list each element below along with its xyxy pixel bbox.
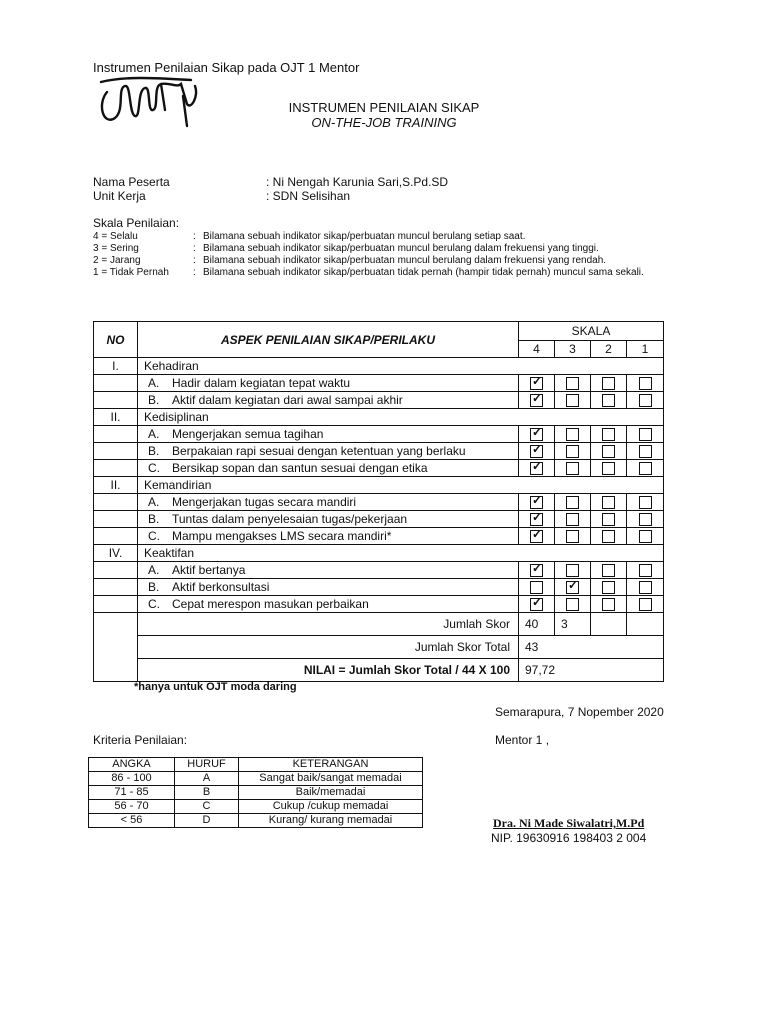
checkbox-cell xyxy=(627,460,664,477)
checkbox-cell xyxy=(555,375,591,392)
checkbox[interactable] xyxy=(530,425,543,441)
work-unit-value: : SDN Selisihan xyxy=(266,189,351,203)
item-row xyxy=(94,528,664,545)
checkbox-cell xyxy=(519,375,555,392)
item-row xyxy=(94,460,664,477)
empty-cell xyxy=(94,613,138,636)
item-number-empty xyxy=(94,392,138,409)
checkbox[interactable] xyxy=(639,581,652,594)
item-cell xyxy=(138,375,519,392)
checkbox[interactable] xyxy=(530,510,543,526)
scale-label: 2 = Jarang xyxy=(93,255,141,266)
checkbox[interactable] xyxy=(530,561,543,577)
check-mark-icon: ✓ xyxy=(532,561,543,576)
item-text: Aktif bertanya xyxy=(172,563,246,577)
checkbox-cell xyxy=(519,392,555,409)
check-mark-icon: ✓ xyxy=(532,442,543,457)
criteria-cell: Baik/memadai xyxy=(239,786,423,800)
checkbox[interactable] xyxy=(602,530,615,543)
item-cell xyxy=(138,460,519,477)
checkbox-cell xyxy=(591,579,627,596)
checkbox-cell xyxy=(555,392,591,409)
checkbox[interactable] xyxy=(566,598,579,611)
item-row xyxy=(94,443,664,460)
checkbox-cell xyxy=(555,460,591,477)
document-title: INSTRUMEN PENILAIAN SIKAP xyxy=(288,100,480,115)
item-letter: A. xyxy=(148,495,160,509)
checkbox-cell xyxy=(519,596,555,613)
checkbox-cell xyxy=(591,375,627,392)
item-cell xyxy=(138,494,519,511)
checkbox-cell xyxy=(555,426,591,443)
section-row xyxy=(94,477,664,494)
checkbox[interactable] xyxy=(530,527,543,543)
checkbox[interactable] xyxy=(530,391,543,407)
item-number-empty xyxy=(94,443,138,460)
item-number-empty xyxy=(94,596,138,613)
item-cell xyxy=(138,426,519,443)
checkbox-cell xyxy=(627,494,664,511)
criteria-heading: Kriteria Penilaian: xyxy=(93,733,188,747)
checkbox-cell xyxy=(627,443,664,460)
nilai-value: 97,72 xyxy=(519,659,664,682)
item-text: Bersikap sopan dan santun sesuai dengan etika xyxy=(172,461,428,475)
check-mark-icon: ✓ xyxy=(532,510,543,525)
mentor-heading: Mentor 1 , xyxy=(495,733,550,747)
section-number: I. xyxy=(94,358,138,375)
item-text: Hadir dalam kegiatan tepat waktu xyxy=(172,376,351,390)
section-number: IV. xyxy=(94,545,138,562)
section-row xyxy=(94,409,664,426)
jumlah-skor-label: Jumlah Skor xyxy=(138,613,519,636)
document-subtitle: ON-THE-JOB TRAINING xyxy=(311,115,457,130)
item-letter: C. xyxy=(148,461,160,475)
item-text: Aktif berkonsultasi xyxy=(172,580,270,594)
checkbox[interactable] xyxy=(639,445,652,458)
checkbox-cell xyxy=(555,443,591,460)
checkbox[interactable] xyxy=(530,459,543,475)
scale-label: 3 = Sering xyxy=(93,243,139,254)
jumlah-skor-4: 40 xyxy=(519,613,555,636)
checkbox[interactable] xyxy=(639,496,652,509)
checkbox[interactable] xyxy=(602,581,615,594)
checkbox[interactable] xyxy=(530,442,543,458)
checkbox[interactable] xyxy=(602,462,615,475)
checkbox[interactable] xyxy=(602,513,615,526)
checkbox[interactable] xyxy=(639,530,652,543)
criteria-cell: 71 - 85 xyxy=(89,786,175,800)
check-mark-icon: ✓ xyxy=(532,527,543,542)
empty-cell xyxy=(94,659,138,682)
checkbox[interactable] xyxy=(566,496,579,509)
checkbox-cell xyxy=(519,443,555,460)
check-mark-icon: ✓ xyxy=(532,425,543,440)
item-row xyxy=(94,494,664,511)
section-title: Kemandirian xyxy=(138,477,664,494)
criteria-header: HURUF xyxy=(175,758,239,772)
page-title: Instrumen Penilaian Sikap pada OJT 1 Mentor xyxy=(93,60,360,75)
checkbox-cell xyxy=(555,562,591,579)
check-mark-icon: ✓ xyxy=(532,595,543,610)
checkbox-cell xyxy=(555,596,591,613)
item-text: Aktif dalam kegiatan dari awal sampai akhir xyxy=(172,393,403,407)
item-text: Mengerjakan tugas secara mandiri xyxy=(172,495,357,509)
footnote: *hanya untuk OJT moda daring xyxy=(134,681,297,693)
checkbox[interactable] xyxy=(566,377,579,390)
checkbox[interactable] xyxy=(530,595,543,611)
checkbox-cell xyxy=(591,460,627,477)
item-letter: B. xyxy=(148,512,160,526)
jumlah-skor-1 xyxy=(627,613,664,636)
checkbox[interactable] xyxy=(602,564,615,577)
criteria-row xyxy=(89,800,423,814)
checkbox[interactable] xyxy=(639,598,652,611)
document-title-block xyxy=(0,100,768,130)
checkbox-cell xyxy=(591,562,627,579)
criteria-header: KETERANGAN xyxy=(239,758,423,772)
item-cell xyxy=(138,511,519,528)
col-scale-header: SKALA xyxy=(519,322,664,341)
checkbox[interactable] xyxy=(639,428,652,441)
checkbox[interactable] xyxy=(530,581,543,594)
check-mark-icon: ✓ xyxy=(532,374,543,389)
checkbox-cell xyxy=(591,426,627,443)
jumlah-skor-row xyxy=(94,613,664,636)
item-row xyxy=(94,375,664,392)
col-aspect-header: ASPEK PENILAIAN SIKAP/PERILAKU xyxy=(138,322,519,358)
item-number-empty xyxy=(94,511,138,528)
item-number-empty xyxy=(94,528,138,545)
jumlah-skor-2 xyxy=(591,613,627,636)
scale-value-header: 1 xyxy=(627,341,664,358)
section-number: II. xyxy=(94,409,138,426)
checkbox[interactable] xyxy=(566,564,579,577)
criteria-cell: < 56 xyxy=(89,814,175,828)
scale-label: 1 = Tidak Pernah xyxy=(93,267,169,278)
item-cell xyxy=(138,528,519,545)
checkbox-cell xyxy=(519,494,555,511)
checkbox[interactable] xyxy=(530,374,543,390)
section-number: II. xyxy=(94,477,138,494)
item-letter: C. xyxy=(148,529,160,543)
checkbox-cell xyxy=(519,511,555,528)
section-title: Keaktifan xyxy=(138,545,664,562)
item-number-empty xyxy=(94,375,138,392)
checkbox-cell xyxy=(627,375,664,392)
checkbox[interactable] xyxy=(566,394,579,407)
participant-name-label: Nama Peserta xyxy=(93,175,170,189)
scale-value-header: 3 xyxy=(555,341,591,358)
checkbox[interactable] xyxy=(566,462,579,475)
mentor-name: Dra. Ni Made Siwalatri,M.Pd xyxy=(493,816,645,830)
item-row xyxy=(94,511,664,528)
checkbox-cell xyxy=(627,579,664,596)
checkbox[interactable] xyxy=(566,513,579,526)
scale-description: Bilamana sebuah indikator sikap/perbuatan tidak pernah (hampir tidak pernah) muncul sama sekali. xyxy=(203,267,644,278)
item-text: Berpakaian rapi sesuai dengan ketentuan yang berlaku xyxy=(172,444,466,458)
empty-cell xyxy=(94,636,138,659)
criteria-cell: Sangat baik/sangat memadai xyxy=(239,772,423,786)
criteria-row xyxy=(89,786,423,800)
work-unit-label: Unit Kerja xyxy=(93,189,146,203)
scale-value-header: 2 xyxy=(591,341,627,358)
item-letter: B. xyxy=(148,393,160,407)
assessment-table xyxy=(93,321,664,682)
item-row xyxy=(94,596,664,613)
criteria-cell: B xyxy=(175,786,239,800)
check-mark-icon: ✓ xyxy=(532,391,543,406)
item-cell xyxy=(138,443,519,460)
item-letter: B. xyxy=(148,444,160,458)
item-letter: B. xyxy=(148,580,160,594)
checkbox[interactable] xyxy=(639,377,652,390)
checkbox-cell xyxy=(627,528,664,545)
checkbox[interactable] xyxy=(566,428,579,441)
item-cell xyxy=(138,392,519,409)
checkbox-cell xyxy=(591,392,627,409)
checkbox-cell xyxy=(519,528,555,545)
checkbox-cell xyxy=(555,528,591,545)
checkbox[interactable] xyxy=(566,578,579,594)
checkbox-cell xyxy=(519,579,555,596)
item-row xyxy=(94,392,664,409)
check-mark-icon: ✓ xyxy=(532,459,543,474)
item-number-empty xyxy=(94,562,138,579)
checkbox[interactable] xyxy=(566,445,579,458)
checkbox-cell xyxy=(591,494,627,511)
checkbox-cell xyxy=(591,511,627,528)
section-title: Kehadiran xyxy=(138,358,664,375)
checkbox[interactable] xyxy=(639,564,652,577)
item-row xyxy=(94,562,664,579)
criteria-header-row xyxy=(89,758,423,772)
jumlah-skor-3: 3 xyxy=(555,613,591,636)
checkbox-cell xyxy=(591,443,627,460)
scale-description: Bilamana sebuah indikator sikap/perbuatan muncul berulang setiap saat. xyxy=(203,231,526,242)
jumlah-total-row xyxy=(94,636,664,659)
checkbox-cell xyxy=(555,511,591,528)
item-number-empty xyxy=(94,426,138,443)
scale-description: Bilamana sebuah indikator sikap/perbuatan muncul berulang dalam frekuensi yang tinggi. xyxy=(203,243,599,254)
checkbox-cell xyxy=(627,562,664,579)
nilai-label: NILAI = Jumlah Skor Total / 44 X 100 xyxy=(138,659,519,682)
jumlah-total-value: 43 xyxy=(519,636,664,659)
item-number-empty xyxy=(94,460,138,477)
checkbox[interactable] xyxy=(602,428,615,441)
criteria-row xyxy=(89,814,423,828)
checkbox[interactable] xyxy=(602,377,615,390)
item-cell xyxy=(138,562,519,579)
item-text: Mampu mengakses LMS secara mandiri* xyxy=(172,529,392,543)
scale-value-header: 4 xyxy=(519,341,555,358)
checkbox-cell xyxy=(555,494,591,511)
mentor-nip: NIP. 19630916 198403 2 004 xyxy=(491,831,647,845)
scale-description: Bilamana sebuah indikator sikap/perbuatan muncul berulang dalam frekuensi yang rendah. xyxy=(203,255,607,266)
checkbox[interactable] xyxy=(530,493,543,509)
checkbox[interactable] xyxy=(602,598,615,611)
section-row xyxy=(94,545,664,562)
checkbox-cell xyxy=(627,392,664,409)
criteria-cell: Kurang/ kurang memadai xyxy=(239,814,423,828)
checkbox-cell xyxy=(627,426,664,443)
criteria-table xyxy=(88,757,423,828)
item-number-empty xyxy=(94,579,138,596)
checkbox-cell xyxy=(519,426,555,443)
checkbox[interactable] xyxy=(639,462,652,475)
checkbox[interactable] xyxy=(602,445,615,458)
scale-label: 4 = Selalu xyxy=(93,231,138,242)
item-letter: C. xyxy=(148,597,160,611)
checkbox-cell xyxy=(627,596,664,613)
criteria-cell: 86 - 100 xyxy=(89,772,175,786)
checkbox-cell xyxy=(591,596,627,613)
item-letter: A. xyxy=(148,427,160,441)
checkbox[interactable] xyxy=(639,513,652,526)
item-text: Mengerjakan semua tagihan xyxy=(172,427,324,441)
checkbox[interactable] xyxy=(566,530,579,543)
checkbox-cell xyxy=(627,511,664,528)
col-no-header: NO xyxy=(94,322,138,358)
checkbox[interactable] xyxy=(602,496,615,509)
check-mark-icon: ✓ xyxy=(568,578,579,593)
criteria-cell: Cukup /cukup memadai xyxy=(239,800,423,814)
checkbox-cell xyxy=(555,579,591,596)
checkbox-cell xyxy=(591,528,627,545)
checkbox[interactable] xyxy=(602,394,615,407)
scale-heading: Skala Penilaian: xyxy=(93,216,180,230)
participant-name-value: : Ni Nengah Karunia Sari,S.Pd.SD xyxy=(266,175,449,189)
criteria-cell: D xyxy=(175,814,239,828)
criteria-cell: C xyxy=(175,800,239,814)
nilai-row xyxy=(94,659,664,682)
item-row xyxy=(94,579,664,596)
item-text: Cepat merespon masukan perbaikan xyxy=(172,597,369,611)
section-title: Kedisiplinan xyxy=(138,409,664,426)
check-mark-icon: ✓ xyxy=(532,493,543,508)
item-letter: A. xyxy=(148,376,160,390)
place-date: Semarapura, 7 Nopember 2020 xyxy=(495,705,664,719)
criteria-row xyxy=(89,772,423,786)
jumlah-total-label: Jumlah Skor Total xyxy=(138,636,519,659)
item-letter: A. xyxy=(148,563,160,577)
criteria-header: ANGKA xyxy=(89,758,175,772)
item-cell xyxy=(138,579,519,596)
item-cell xyxy=(138,596,519,613)
checkbox-cell xyxy=(519,460,555,477)
criteria-cell: 56 - 70 xyxy=(89,800,175,814)
item-row xyxy=(94,426,664,443)
checkbox[interactable] xyxy=(639,394,652,407)
checkbox-cell xyxy=(519,562,555,579)
criteria-cell: A xyxy=(175,772,239,786)
item-text: Tuntas dalam penyelesaian tugas/pekerjaan xyxy=(172,512,408,526)
item-number-empty xyxy=(94,494,138,511)
section-row xyxy=(94,358,664,375)
